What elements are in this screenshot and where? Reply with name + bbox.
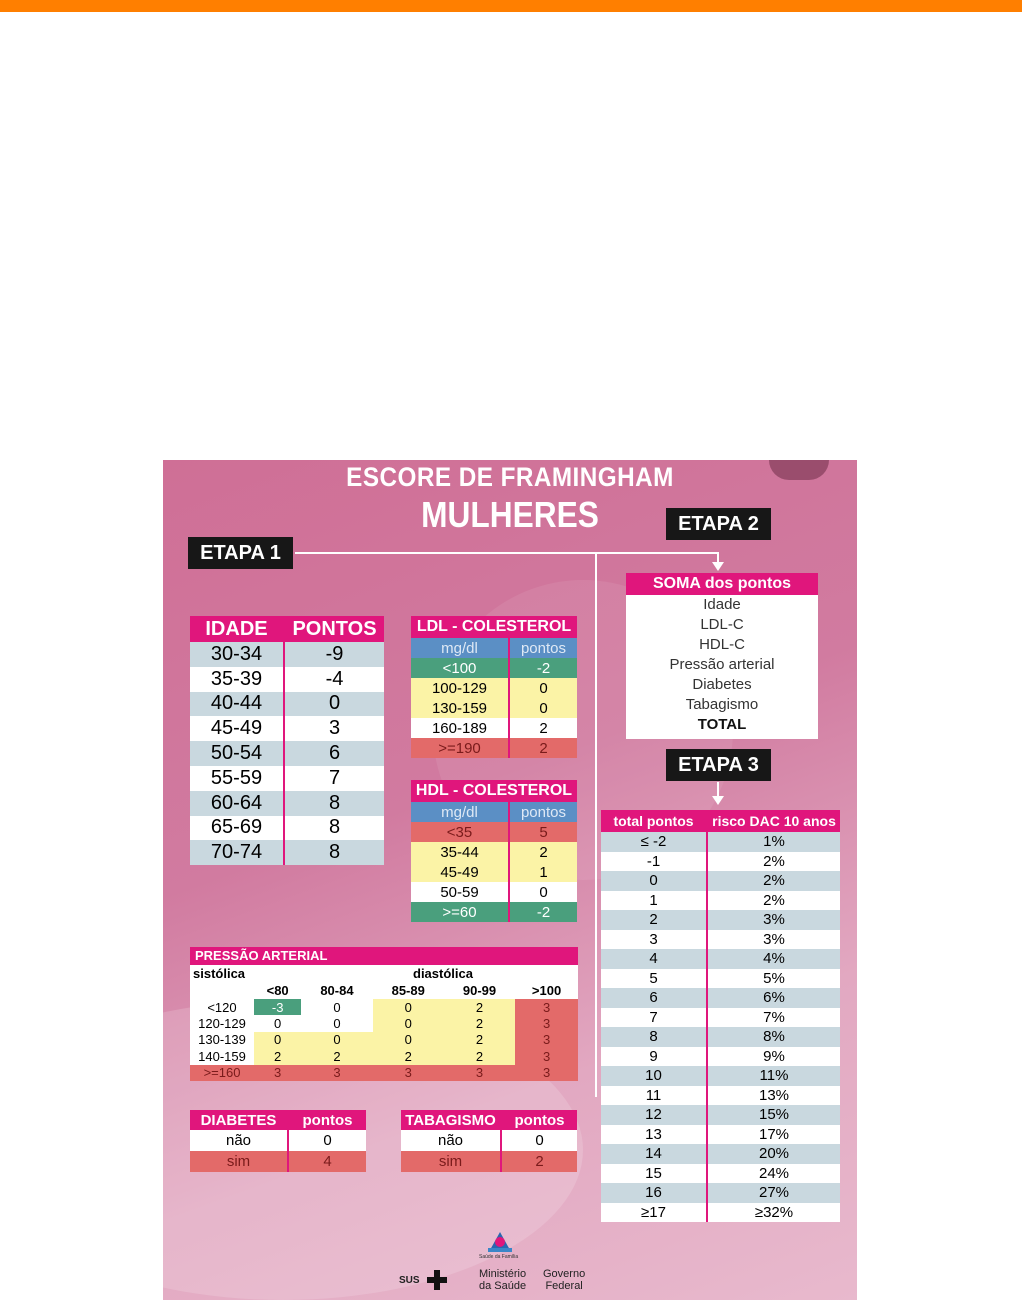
total-pontos-value: 11 xyxy=(601,1086,707,1106)
total-pontos-value: 9 xyxy=(601,1047,707,1067)
risco-row xyxy=(601,1027,840,1047)
idade-value: 40-44 xyxy=(190,692,284,717)
soma-item: HDL-C xyxy=(699,636,745,653)
diastolica-label: diastólica xyxy=(413,966,473,981)
diabetes-table xyxy=(190,1110,366,1172)
ldl-row xyxy=(411,738,577,758)
risco-value: 27% xyxy=(707,1183,840,1203)
idade-value: 50-54 xyxy=(190,741,284,766)
tabagismo-points: 2 xyxy=(501,1151,577,1172)
etapa2-label: ETAPA 2 xyxy=(666,508,771,540)
idade-row xyxy=(190,816,384,841)
pressao-corner xyxy=(190,981,254,999)
hdl-row xyxy=(411,842,577,862)
pressao-points: 0 xyxy=(301,1032,372,1048)
sistolica-value: 120-129 xyxy=(190,1015,254,1031)
hdl-range: <35 xyxy=(411,822,509,842)
risco-row xyxy=(601,1066,840,1086)
total-pontos-value: ≤ -2 xyxy=(601,832,707,852)
pressao-points: 0 xyxy=(373,999,444,1015)
pressao-points: 0 xyxy=(301,1015,372,1031)
risco-row xyxy=(601,1086,840,1106)
risco-value: 3% xyxy=(707,930,840,950)
etapa3-label: ETAPA 3 xyxy=(666,749,771,781)
pressao-points: -3 xyxy=(254,999,301,1015)
hdl-points: 5 xyxy=(509,822,577,842)
ministerio-line1: Ministério xyxy=(479,1268,527,1280)
pressao-points: 3 xyxy=(515,1015,578,1031)
risco-table xyxy=(601,810,840,1222)
hdl-row xyxy=(411,862,577,882)
total-pontos-value: 3 xyxy=(601,930,707,950)
total-pontos-value: -1 xyxy=(601,852,707,872)
diabetes-option: sim xyxy=(190,1151,288,1172)
ldl-points: 2 xyxy=(509,738,577,758)
idade-row xyxy=(190,766,384,791)
risco-value: 7% xyxy=(707,1008,840,1028)
diastolica-col-header: <80 xyxy=(254,981,301,999)
tabagismo-pontos-header: pontos xyxy=(501,1110,577,1130)
diastolica-col-header: 85-89 xyxy=(373,981,444,999)
idade-row xyxy=(190,692,384,717)
idade-value: 60-64 xyxy=(190,791,284,816)
risco-value: ≥32% xyxy=(707,1203,840,1223)
diabetes-pontos-header: pontos xyxy=(288,1110,366,1130)
diabetes-row xyxy=(190,1151,366,1172)
risco-value: 2% xyxy=(707,891,840,911)
pontos-header: PONTOS xyxy=(284,616,384,642)
total-pontos-value: 12 xyxy=(601,1105,707,1125)
pressao-points: 2 xyxy=(444,1015,515,1031)
idade-value: 45-49 xyxy=(190,716,284,741)
ldl-points: -2 xyxy=(509,658,577,678)
pressao-points: 3 xyxy=(373,1065,444,1081)
idade-table xyxy=(190,616,384,865)
tabagismo-table xyxy=(401,1110,577,1172)
risco-row xyxy=(601,1183,840,1203)
hdl-range: 50-59 xyxy=(411,882,509,902)
pressao-points: 2 xyxy=(373,1048,444,1064)
logos-area xyxy=(399,1228,609,1298)
ldl-row xyxy=(411,678,577,698)
hdl-points: 0 xyxy=(509,882,577,902)
arrow-down-icon xyxy=(712,796,724,805)
risco-value: 13% xyxy=(707,1086,840,1106)
hdl-points: 2 xyxy=(509,842,577,862)
total-pontos-value: 5 xyxy=(601,969,707,989)
risco-value: 17% xyxy=(707,1125,840,1145)
risco-row xyxy=(601,1164,840,1184)
ldl-pontos-header: pontos xyxy=(509,638,577,658)
total-pontos-value: 15 xyxy=(601,1164,707,1184)
pontos-value: 8 xyxy=(284,840,384,865)
ldl-range: 130-159 xyxy=(411,698,509,718)
saude-familia-text: Saúde da Família xyxy=(479,1254,519,1260)
pontos-value: 3 xyxy=(284,716,384,741)
hdl-row xyxy=(411,902,577,922)
risco-value: 9% xyxy=(707,1047,840,1067)
sus-text: SUS xyxy=(399,1275,420,1286)
idade-row xyxy=(190,741,384,766)
pontos-value: 8 xyxy=(284,791,384,816)
idade-row xyxy=(190,840,384,865)
total-pontos-value: 7 xyxy=(601,1008,707,1028)
governo-text xyxy=(543,1268,585,1292)
pressao-row xyxy=(190,1015,578,1031)
soma-item: Diabetes xyxy=(692,676,752,693)
tabagismo-row xyxy=(401,1151,577,1172)
soma-item: Tabagismo xyxy=(685,696,759,713)
tabagismo-header: TABAGISMO xyxy=(401,1110,501,1130)
poster-title: ESCORE DE FRAMINGHAM xyxy=(346,462,674,492)
risco-value: 4% xyxy=(707,949,840,969)
pontos-value: 7 xyxy=(284,766,384,791)
risco-value: 24% xyxy=(707,1164,840,1184)
etapa1-label: ETAPA 1 xyxy=(188,537,293,569)
total-pontos-value: 1 xyxy=(601,891,707,911)
pressao-points: 3 xyxy=(515,1032,578,1048)
risco-row xyxy=(601,871,840,891)
governo-line1: Governo xyxy=(543,1268,586,1280)
risco-row xyxy=(601,1105,840,1125)
hdl-points: -2 xyxy=(509,902,577,922)
ldl-range: <100 xyxy=(411,658,509,678)
risco-value: 2% xyxy=(707,871,840,891)
diastolica-col-header: 80-84 xyxy=(301,981,372,999)
risco-row xyxy=(601,1203,840,1223)
soma-item: Idade xyxy=(703,596,741,613)
ldl-title: LDL - COLESTEROL xyxy=(411,616,577,638)
ldl-table xyxy=(411,616,577,758)
pressao-points: 0 xyxy=(301,999,372,1015)
pressao-points: 3 xyxy=(301,1065,372,1081)
pressao-table xyxy=(190,981,578,1081)
sistolica-value: 130-139 xyxy=(190,1032,254,1048)
hdl-title: HDL - COLESTEROL xyxy=(411,780,577,802)
ldl-range: 160-189 xyxy=(411,718,509,738)
risco-value: 1% xyxy=(707,832,840,852)
diastolica-col-header: 90-99 xyxy=(444,981,515,999)
pressao-points: 2 xyxy=(254,1048,301,1064)
total-pontos-header: total pontos xyxy=(601,810,707,832)
hdl-mgdl-header: mg/dl xyxy=(411,802,509,822)
tabagismo-option: não xyxy=(401,1130,501,1151)
pressao-points: 2 xyxy=(444,1032,515,1048)
risco-row xyxy=(601,988,840,1008)
ldl-row xyxy=(411,658,577,678)
risco-row xyxy=(601,1047,840,1067)
idade-value: 30-34 xyxy=(190,642,284,667)
idade-row xyxy=(190,791,384,816)
ldl-range: >=190 xyxy=(411,738,509,758)
risco-row xyxy=(601,949,840,969)
idade-header: IDADE xyxy=(190,616,284,642)
diabetes-points: 0 xyxy=(288,1130,366,1151)
poster-subtitle: MULHERES xyxy=(421,494,599,535)
sistolica-value: 140-159 xyxy=(190,1048,254,1064)
risco-row xyxy=(601,969,840,989)
pressao-points: 0 xyxy=(254,1032,301,1048)
risco-row xyxy=(601,930,840,950)
risco-row xyxy=(601,1008,840,1028)
hdl-table xyxy=(411,780,577,922)
pressao-points: 3 xyxy=(515,1048,578,1064)
idade-row xyxy=(190,716,384,741)
pressao-points: 0 xyxy=(373,1015,444,1031)
ldl-row xyxy=(411,698,577,718)
sistolica-value: <120 xyxy=(190,999,254,1015)
connector-line xyxy=(295,552,719,554)
governo-line2: Federal xyxy=(545,1280,583,1292)
risco-value: 11% xyxy=(707,1066,840,1086)
idade-value: 65-69 xyxy=(190,816,284,841)
vertical-divider xyxy=(595,552,597,1097)
pressao-points: 3 xyxy=(515,999,578,1015)
hdl-range: 45-49 xyxy=(411,862,509,882)
diabetes-option: não xyxy=(190,1130,288,1151)
pontos-value: 8 xyxy=(284,816,384,841)
soma-item: LDL-C xyxy=(700,616,744,633)
risco-row xyxy=(601,891,840,911)
pressao-points: 2 xyxy=(444,999,515,1015)
ministerio-text xyxy=(479,1268,526,1292)
ldl-points: 0 xyxy=(509,678,577,698)
total-pontos-value: 13 xyxy=(601,1125,707,1145)
ldl-mgdl-header: mg/dl xyxy=(411,638,509,658)
soma-title: SOMA dos pontos xyxy=(626,573,818,595)
ldl-points: 0 xyxy=(509,698,577,718)
hdl-row xyxy=(411,822,577,842)
saude-familia-logo xyxy=(486,1228,514,1254)
total-pontos-value: 2 xyxy=(601,910,707,930)
idade-value: 35-39 xyxy=(190,667,284,692)
total-pontos-value: 4 xyxy=(601,949,707,969)
risco-row xyxy=(601,1144,840,1164)
pontos-value: -9 xyxy=(284,642,384,667)
total-pontos-value: 0 xyxy=(601,871,707,891)
total-pontos-value: 6 xyxy=(601,988,707,1008)
diabetes-header: DIABETES xyxy=(190,1110,288,1130)
tabagismo-row xyxy=(401,1130,577,1151)
ldl-range: 100-129 xyxy=(411,678,509,698)
soma-box xyxy=(626,573,818,739)
risco-row xyxy=(601,910,840,930)
ldl-points: 2 xyxy=(509,718,577,738)
diabetes-points: 4 xyxy=(288,1151,366,1172)
cross-icon xyxy=(427,1270,447,1290)
tabagismo-option: sim xyxy=(401,1151,501,1172)
risco-value: 20% xyxy=(707,1144,840,1164)
total-pontos-value: ≥17 xyxy=(601,1203,707,1223)
arrow-down-icon xyxy=(712,562,724,571)
total-pontos-value: 10 xyxy=(601,1066,707,1086)
ldl-row xyxy=(411,718,577,738)
framingham-poster xyxy=(163,460,857,1300)
ministerio-line2: da Saúde xyxy=(479,1280,527,1292)
pontos-value: 6 xyxy=(284,741,384,766)
risco-value: 6% xyxy=(707,988,840,1008)
pressao-row xyxy=(190,1048,578,1064)
total-pontos-value: 16 xyxy=(601,1183,707,1203)
pressao-row xyxy=(190,999,578,1015)
soma-item: Pressão arterial xyxy=(669,656,775,673)
diabetes-row xyxy=(190,1130,366,1151)
pressao-points: 0 xyxy=(373,1032,444,1048)
total-pontos-value: 14 xyxy=(601,1144,707,1164)
pressao-points: 2 xyxy=(444,1048,515,1064)
risco-value: 2% xyxy=(707,852,840,872)
risco-value: 8% xyxy=(707,1027,840,1047)
risco-row xyxy=(601,1125,840,1145)
hdl-row xyxy=(411,882,577,902)
hdl-points: 1 xyxy=(509,862,577,882)
total-pontos-value: 8 xyxy=(601,1027,707,1047)
pontos-value: 0 xyxy=(284,692,384,717)
risco-row xyxy=(601,852,840,872)
hdl-range: 35-44 xyxy=(411,842,509,862)
pressao-points: 3 xyxy=(254,1065,301,1081)
risco-value: 15% xyxy=(707,1105,840,1125)
pressao-points: 3 xyxy=(515,1065,578,1081)
diastolica-col-header: >100 xyxy=(515,981,578,999)
idade-row xyxy=(190,667,384,692)
tabagismo-points: 0 xyxy=(501,1130,577,1151)
idade-row xyxy=(190,642,384,667)
pressao-row xyxy=(190,1032,578,1048)
hdl-pontos-header: pontos xyxy=(509,802,577,822)
risco-row xyxy=(601,832,840,852)
pontos-value: -4 xyxy=(284,667,384,692)
hdl-range: >=60 xyxy=(411,902,509,922)
pressao-title: PRESSÃO ARTERIAL xyxy=(190,947,578,965)
pressao-points: 3 xyxy=(444,1065,515,1081)
soma-total: TOTAL xyxy=(697,716,747,733)
pressao-row xyxy=(190,1065,578,1081)
pressao-points: 2 xyxy=(301,1048,372,1064)
top-orange-bar xyxy=(0,0,1022,12)
risco-header: risco DAC 10 anos xyxy=(707,810,840,832)
sistolica-label: sistólica xyxy=(193,966,246,981)
risco-value: 5% xyxy=(707,969,840,989)
idade-value: 55-59 xyxy=(190,766,284,791)
pressao-points: 0 xyxy=(254,1015,301,1031)
idade-value: 70-74 xyxy=(190,840,284,865)
risco-value: 3% xyxy=(707,910,840,930)
sistolica-value: >=160 xyxy=(190,1065,254,1081)
